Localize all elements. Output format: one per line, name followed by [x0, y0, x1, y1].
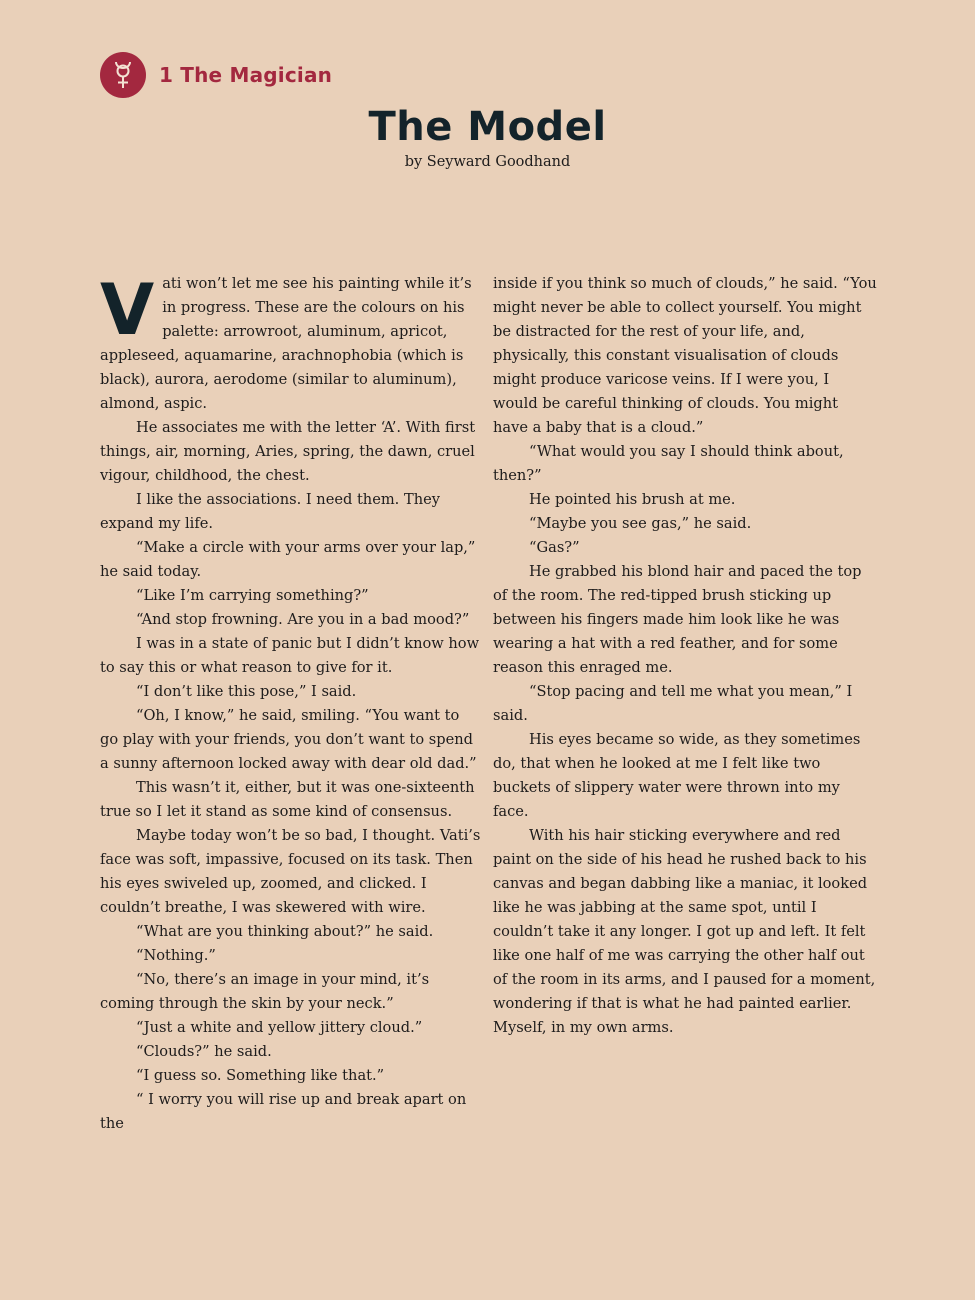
paragraph: He grabbed his blond hair and paced the top of the room. The red-tipped brush sticking up between his fingers made him look like he was wearing a hat with a red feather, and for some reason this enraged me.: [493, 563, 862, 676]
paragraph: “No, there’s an image in your mind, it’s coming through the skin by your neck.”: [100, 971, 430, 1012]
paragraph: His eyes became so wide, as they sometimes do, that when he looked at me I felt like two buckets of slippery water were thrown into my face.: [493, 731, 861, 820]
paragraph: This wasn’t it, either, but it was one-sixteenth true so I let it stand as some kind of consensus.: [100, 779, 475, 820]
paragraph: I was in a state of panic but I didn’t know how to say this or what reason to give for it.: [100, 635, 480, 676]
paragraph: “Maybe you see gas,” he said.: [529, 515, 752, 532]
paragraph: “Oh, I know,” he said, smiling. “You want to go play with your friends, you don’t want to spend a sunny afternoon locked away with dear old dad.”: [100, 707, 477, 772]
mercury-symbol-icon: [110, 60, 136, 90]
left-column: [100, 269, 482, 1136]
section-badge: [100, 52, 146, 98]
paragraph: inside if you think so much of clouds,” he said. “You might never be able to collect yourself. You might be distracted for the rest of your life, and, physically, this constant visualisation of clouds might produce varicose veins. If I were you, I would be careful thinking of clouds. You might have a baby that is a cloud.”: [493, 275, 877, 436]
paragraph: He associates me with the letter ‘A’. With first things, air, morning, Aries, spring, the dawn, cruel vigour, childhood, the chest.: [100, 419, 476, 484]
paragraph: Maybe today won’t be so bad, I thought. Vati’s face was soft, impassive, focused on its task. Then his eyes swiveled up, zoomed, and clicked. I couldn’t breathe, I was skewered with wire.: [100, 827, 481, 916]
paragraph: “Nothing.”: [136, 947, 216, 964]
paragraph: “Make a circle with your arms over your lap,” he said today.: [100, 539, 476, 580]
paragraph: I like the associations. I need them. They expand my life.: [100, 491, 440, 532]
paragraph: With his hair sticking everywhere and red paint on the side of his head he rushed back to his canvas and began dabbing like a maniac, it looked like he was jabbing at the same spot, until I couldn’t take it any longer. I got up and left. It felt like one half of me was carrying the other half out of the room in its arms, and I paused for a moment, wondering if that is what he had painted earlier. Myself, in my own arms.: [493, 827, 876, 1036]
drop-cap: V: [100, 269, 155, 351]
paragraph: “Stop pacing and tell me what you mean,” I said.: [493, 683, 853, 724]
paragraph: “What are you thinking about?” he said.: [136, 923, 434, 940]
paragraph: ati won’t let me see his painting while it’s in progress. These are the colours on his palette: arrowroot, aluminum, apricot, appleseed, aquamarine, arachnophobia (which is black), aurora, aerodome (similar to aluminum), almond, aspic.: [100, 275, 472, 412]
section-label: 1 The Magician: [159, 63, 333, 87]
paragraph: “ I worry you will rise up and break apart on the: [100, 1091, 467, 1132]
paragraph: “Like I’m carrying something?”: [136, 587, 369, 604]
paragraph: “I don’t like this pose,” I said.: [136, 683, 357, 700]
section-header: [100, 52, 332, 98]
paragraph: “Gas?”: [529, 539, 580, 556]
paragraph: “What would you say I should think about, then?”: [493, 443, 844, 484]
article-byline: by Seyward Goodhand: [404, 154, 571, 170]
paragraph: “Clouds?” he said.: [136, 1043, 272, 1060]
paragraph: “And stop frowning. Are you in a bad mood?”: [136, 611, 470, 628]
article-title: The Model: [368, 104, 607, 150]
right-column: [493, 272, 877, 1040]
paragraph: He pointed his brush at me.: [529, 491, 736, 508]
paragraph: “I guess so. Something like that.”: [136, 1067, 385, 1084]
paragraph: “Just a white and yellow jittery cloud.”: [136, 1019, 423, 1036]
